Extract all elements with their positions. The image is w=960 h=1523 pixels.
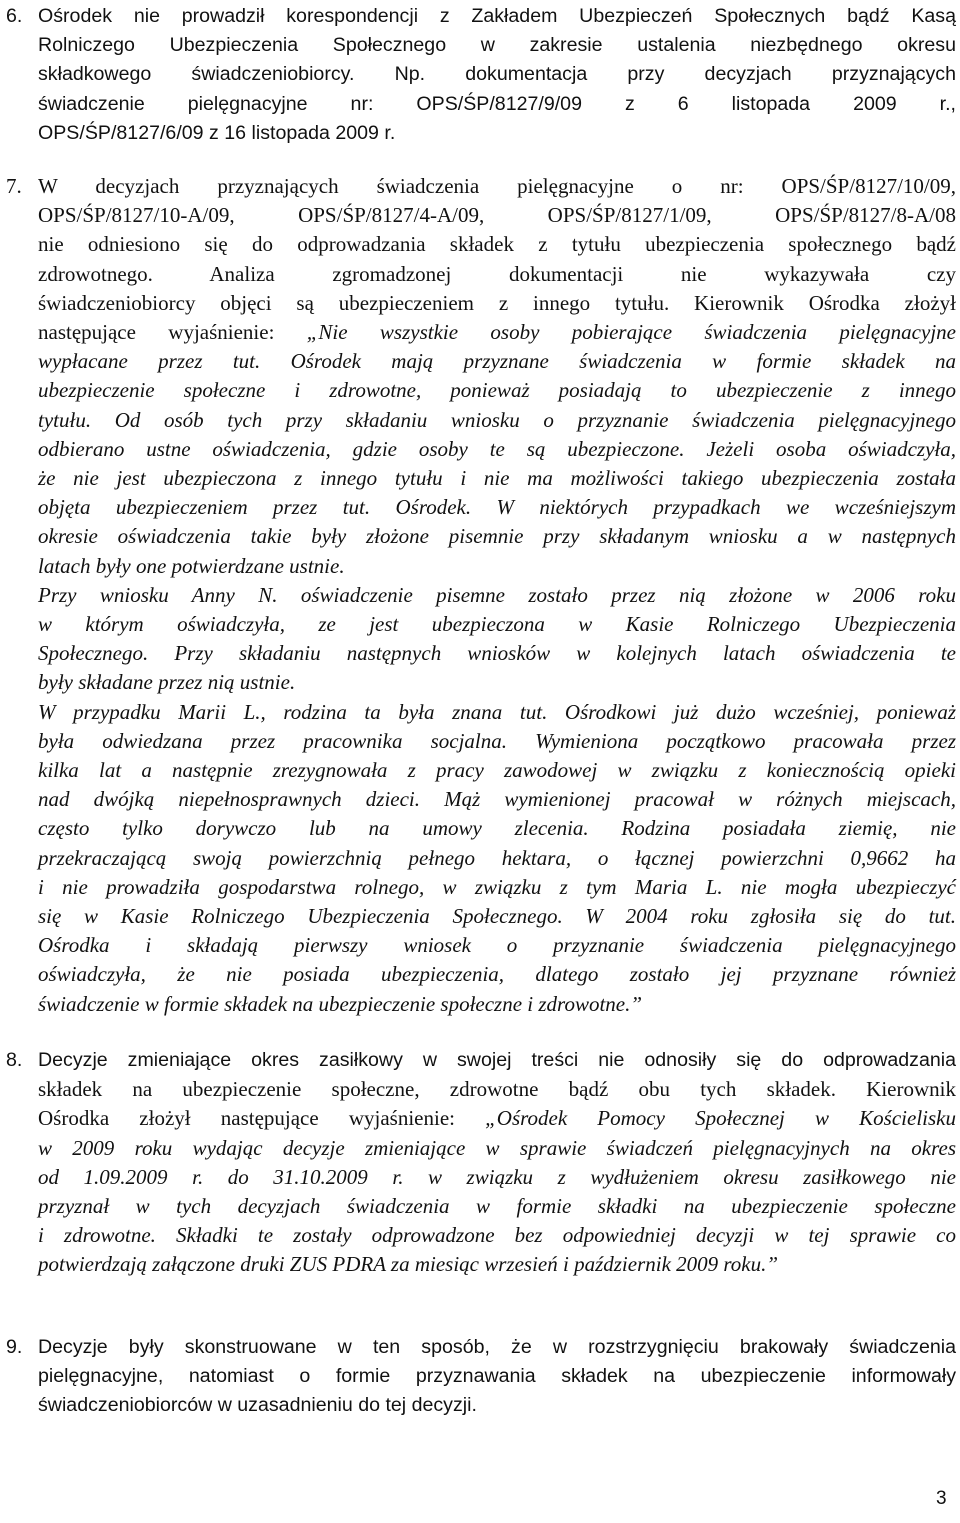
item-7-quote-line: objęta ubezpieczeniem przez tut. Ośrodek. W niektórych przypadkach we wcześniejszym — [38, 495, 956, 520]
item-6-line: OPS/ŚP/8127/6/09 z 16 listopada 2009 r. — [38, 121, 396, 144]
item-6-number: 6. — [6, 5, 23, 27]
item-7-quote-line: ubezpieczenie społeczne i zdrowotne, ponieważ posiadają to ubezpieczenie z innego — [38, 378, 956, 403]
item-7-quote-line: odbierano ustne oświadczenia, gdzie osoby te są ubezpieczone. Jeżeli osoba oświadczyła, — [38, 436, 956, 461]
item-8-quote-line: przyznał w tych decyzjach świadczenia w formie składki na ubezpieczenie społeczne — [38, 1194, 956, 1219]
item-9 — [6, 1333, 956, 1421]
item-7-quote-line: oświadczyła, że nie posiada ubezpieczenia, dlatego zostało jej przyznane również — [38, 962, 956, 987]
item-7-number: 7. — [6, 174, 22, 198]
item-7-line: nie odniesiono się do odprowadzania składek z tytułu ubezpieczenia społecznego bądź — [38, 232, 956, 257]
item-6-line: Ośrodek nie prowadził korespondencji z Zakładem Ubezpieczeń Społecznych bądź Kasą — [38, 5, 956, 27]
item-8-first-line: Decyzje zmieniające okres zasiłkowy w swojej treści nie odnosiły się do odprowadzania — [38, 1049, 956, 1071]
item-8-mixed-line — [38, 1104, 956, 1133]
item-7 — [6, 172, 956, 1019]
item-9-number: 9. — [6, 1336, 23, 1358]
item-7-quote-line: się w Kasie Rolniczego Ubezpieczenia Społecznego. W 2004 roku zgłosiła się do tut. — [38, 904, 956, 929]
item-8 — [6, 1046, 956, 1280]
item-8-number: 8. — [6, 1049, 23, 1071]
item-7-quote-line: latach były one potwierdzane ustnie. — [38, 553, 345, 578]
item-6 — [6, 2, 956, 148]
item-7-quote-line: była odwiedzana przez pracownika socjalna. Wymieniona początkowo pracowała przez — [38, 728, 956, 753]
item-8-quote — [38, 1134, 956, 1280]
item-7-quote-line: przekraczającą swoją powierzchnią pełnego hektara, o łącznej powierzchni 0,9662 ha — [38, 845, 956, 870]
item-7-quote-line: W przypadku Marii L., rodzina ta była znana tut. Ośrodkowi już dużo wcześniej, ponieważ — [38, 699, 956, 724]
item-7-quote-line: Ośrodka i składają pierwszy wniosek o przyznanie świadczenia pielęgnacyjnego — [38, 933, 956, 958]
item-7-line: W decyzjach przyznających świadczenia pielęgnacyjne o nr: OPS/ŚP/8127/10/09, — [38, 174, 956, 198]
item-7-lead-text: następujące wyjaśnienie: — [38, 320, 307, 345]
item-7-quote-line: nad dwójką niepełnosprawnych dzieci. Mąż wymienionej pracował w różnych miejscach, — [38, 787, 956, 812]
page-number: 3 — [936, 1488, 947, 1509]
item-8-quote-line: od 1.09.2009 r. do 31.10.2009 r. w związku z wydłużeniem okresu zasiłkowego nie — [38, 1164, 956, 1189]
item-8-quote-line: w 2009 roku wydając decyzje zmieniające w sprawie świadczeń pielęgnacyjnych na okres — [38, 1135, 956, 1160]
item-9-line: pielęgnacyjne, natomiast o formie przyznawania składek na ubezpieczenie informowały — [38, 1365, 956, 1388]
item-6-line: świadczenie pielęgnacyjne nr: OPS/ŚP/8127/9/09 z 6 listopada 2009 r., — [38, 92, 956, 115]
item-6-line: Rolniczego Ubezpieczenia Społecznego w zakresie ustalenia niezbędnego okresu — [38, 34, 956, 57]
item-7-line: świadczeniobiorcy objęci są ubezpieczeniem z innego tytułu. Kierownik Ośrodka złożył — [38, 290, 956, 315]
item-8-quote-start: „Ośrodek Pomocy Społecznej w Kościelisku — [485, 1106, 956, 1131]
item-7-quote-line: Społecznego. Przy składaniu następnych wniosków w kolejnych latach oświadczenia te — [38, 641, 956, 666]
item-8-quote-line: potwierdzają załączone druki ZUS PDRA za miesiąc wrzesień i październik 2009 roku.” — [38, 1252, 779, 1277]
item-7-quote-line: często tylko dorywczo lub na umowy zlecenia. Rodzina posiadała ziemię, nie — [38, 816, 956, 841]
item-9-line: świadczeniobiorców w uzasadnieniu do tej decyzji. — [38, 1394, 477, 1417]
item-9-line: Decyzje były skonstruowane w ten sposób, że w rozstrzygnięciu brakowały świadczenia — [38, 1336, 956, 1358]
item-7-quote-start: „Nie wszystkie osoby pobierające świadczenia pielęgnacyjne — [306, 320, 956, 345]
item-7-quote-line: wypłacane przez tut. Ośrodek mają przyznane świadczenia w formie składek na — [38, 349, 956, 374]
item-7-quote-line: były składane przez nią ustnie. — [38, 670, 296, 695]
item-7-mixed-line — [38, 318, 956, 347]
item-8-lead-text: Ośrodka złożył następujące wyjaśnienie: — [38, 1106, 486, 1131]
item-7-line: OPS/ŚP/8127/10-A/09, OPS/ŚP/8127/4-A/09, OPS/ŚP/8127/1/09, OPS/ŚP/8127/8-A/08 — [38, 203, 956, 228]
item-7-quote-line: Przy wniosku Anny N. oświadczenie pisemne zostało przez nią złożone w 2006 roku — [38, 582, 956, 607]
item-8-quote-line: i zdrowotne. Składki te zostały odprowadzone bez odpowiedniej decyzji w tej sprawie co — [38, 1223, 956, 1248]
item-7-quote-line: w którym oświadczyła, ze jest ubezpieczona w Kasie Rolniczego Ubezpieczenia — [38, 612, 956, 637]
item-7-quote-line: i nie prowadziła gospodarstwa rolnego, w związku z tym Maria L. nie mogła ubezpieczyć — [38, 874, 956, 899]
item-7-quote-line: okresie oświadczenia takie były złożone pisemnie przy składanym wniosku a w następnych — [38, 524, 956, 549]
item-7-quote-line: tytułu. Od osób tych przy składaniu wniosku o przyznanie świadczenia pielęgnacyjnego — [38, 407, 956, 432]
item-7-line: zdrowotnego. Analiza zgromadzonej dokumentacji nie wykazywała czy — [38, 261, 956, 286]
item-7-quote — [38, 347, 956, 1019]
item-8-line: składek na ubezpieczenie społeczne, zdrowotne bądź obu tych składek. Kierownik — [38, 1077, 956, 1102]
item-6-line: składkowego świadczeniobiorcy. Np. dokumentacja przy decyzjach przyznających — [38, 63, 956, 86]
item-7-quote-line: kilka lat a następnie zrezygnowała z pracy zawodowej w związku z koniecznością opieki — [38, 758, 956, 783]
item-7-quote-line: świadczenie w formie składek na ubezpieczenie społeczne i zdrowotne.” — [38, 991, 643, 1016]
item-7-quote-line: że nie jest ubezpieczona z innego tytułu i nie ma możliwości takiego ubezpieczenia została — [38, 466, 956, 491]
